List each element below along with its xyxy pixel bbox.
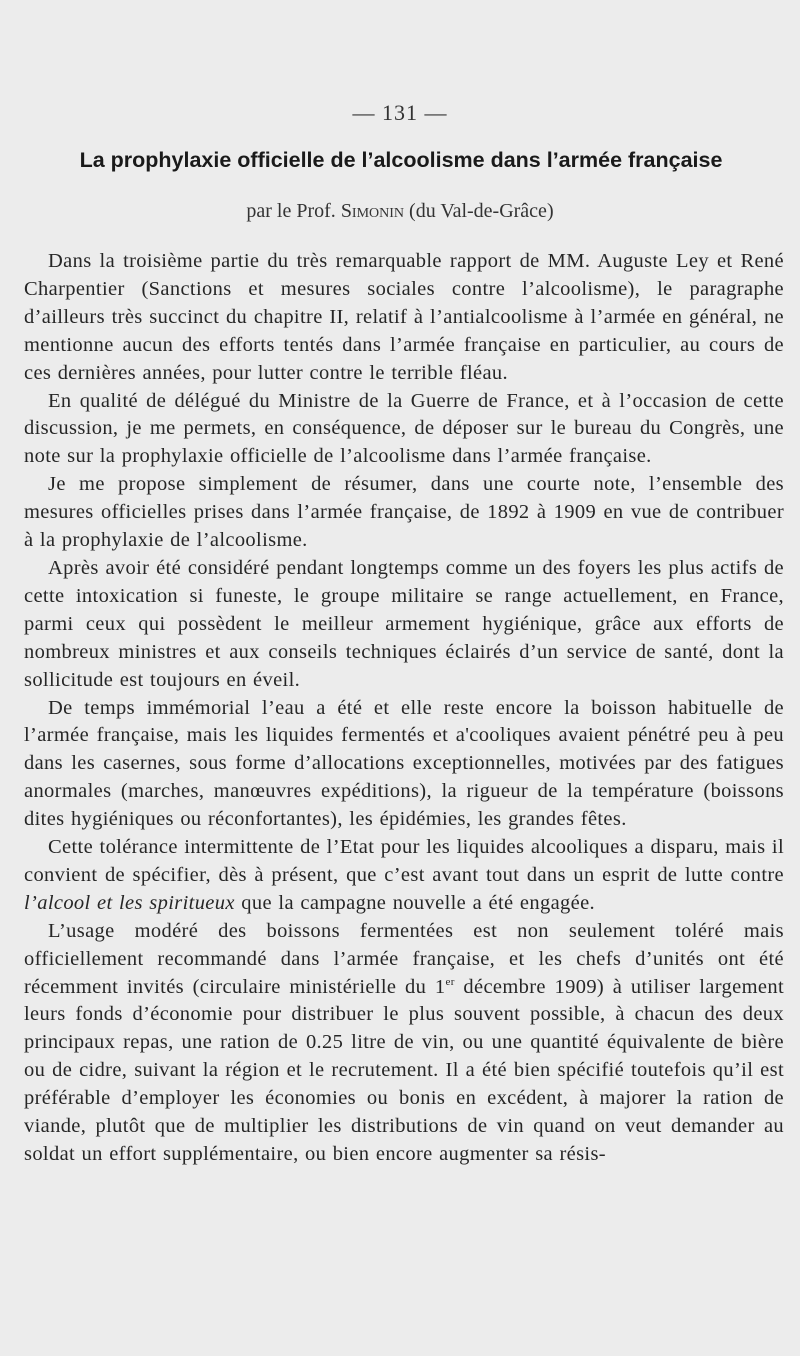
- paragraph-6-italic: l’alcool et les spiritueux: [24, 891, 235, 914]
- byline-author: Simonin: [340, 200, 405, 222]
- article-body: [24, 248, 784, 1169]
- paragraph-1: Dans la troisième partie du très remarquable rapport de MM. Auguste Ley et René Charpentier (Sanctions et mesures sociales contre l’alcoolisme), le paragraphe d’ailleurs très succinct du chapitre II, relatif à l’antialcoolisme à l’armée en général, ne mentionne aucun des efforts tentés dans l’armée française en particulier, au cours de ces dernières années, pour lutter contre le terrible fléau.: [24, 250, 784, 384]
- paragraph-7-superscript: er: [445, 975, 455, 988]
- paragraph-7-text-b: décembre 1909) à utiliser largement leurs fonds d’économie pour distribuer le plus souvent possible, à chacun des deux principaux repas, une ration de 0.25 litre de vin, ou une quantité équivalente de bière ou de cidre, suivant la région et le recrutement. Il a été bien spécifié toutefois qu’il est préférable d’employer les économies ou bonis en excédent, à majorer la ration de viande, plutôt que de multiplier les distributions de vin quand on veut demander au soldat un effort supplémentaire, ou bien encore augmenter sa résis-: [24, 975, 784, 1165]
- paragraph-7-text-a: L’usage modéré des boissons fermentées est non seulement toléré mais officiellement recommandé dans l’armée française, et les chefs d’unités ont été récemment invités (circulaire ministérielle du 1: [24, 919, 784, 998]
- article-title: La prophylaxie officielle de l’alcoolisme dans l’armée française: [79, 148, 723, 172]
- paragraph-3: Je me propose simplement de résumer, dans une courte note, l’ensemble des mesures officielles prises dans l’armée française, de 1892 à 1909 en vue de contribuer à la prophylaxie de l’alcoolisme.: [24, 473, 784, 552]
- paragraph-2: En qualité de délégué du Ministre de la Guerre de France, et à l’occasion de cette discussion, je me permets, en conséquence, de déposer sur le bureau du Congrès, une note sur la prophylaxie officielle de l’alcoolisme dans l’armée française.: [24, 389, 784, 468]
- paragraph-5: De temps immémorial l’eau a été et elle reste encore la boisson habituelle de l’armée française, mais les liquides fermentés et a'cooliques avaient pénétré peu à peu dans les casernes, sous forme d’allocations exceptionnelles, motivées par des fatigues anormales (marches, manœuvres expéditions), la rigueur de la température (boissons dites hygiéniques ou réconfortantes), les épidémies, les grandes fêtes.: [24, 696, 784, 831]
- paragraph-6-text-b: que la campagne nouvelle a été engagée.: [234, 891, 596, 914]
- byline-prefix: par le Prof.: [246, 200, 341, 222]
- byline-affiliation: (du Val-de-Grâce): [404, 200, 554, 222]
- page-number: — 131 —: [352, 100, 448, 125]
- paragraph-6-text-a: Cette tolérance intermittente de l’Etat pour les liquides alcooliques a disparu, mais il convient de spécifier, dès à présent, que c’est avant tout dans un esprit de lutte contre: [24, 836, 784, 886]
- paragraph-4: Après avoir été considéré pendant longtemps comme un des foyers les plus actifs de cette intoxication si funeste, le groupe militaire se range actuellement, en France, parmi ceux qui possèdent le meilleur armement hygiénique, grâce aux efforts de nombreux ministres et aux conseils techniques éclairés d’un service de santé, dont la sollicitude est toujours en éveil.: [24, 556, 784, 691]
- byline: [0, 200, 800, 223]
- paragraph-6: [24, 834, 784, 918]
- paragraph-7: [24, 918, 784, 1169]
